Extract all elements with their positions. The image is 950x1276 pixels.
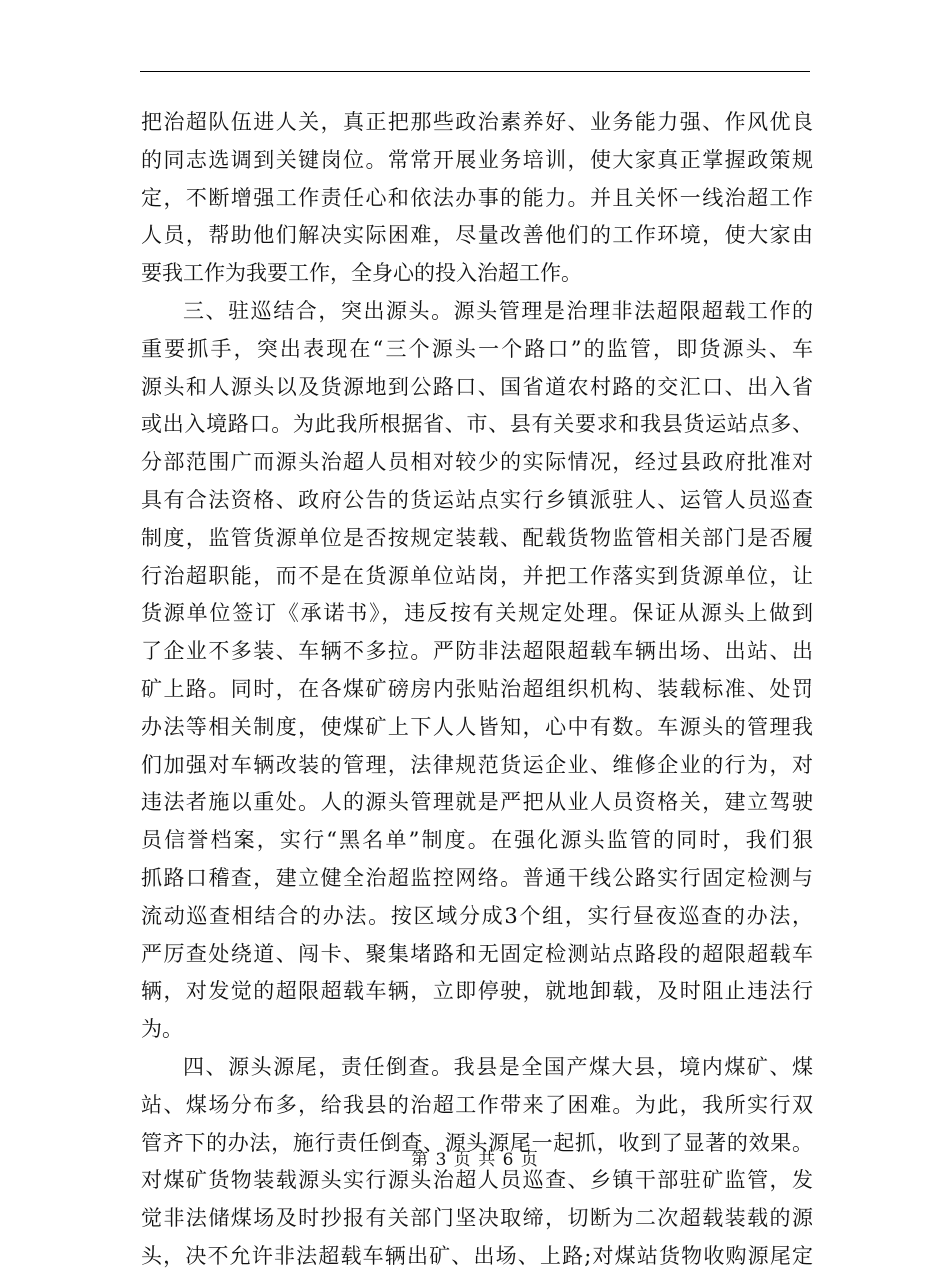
text-line: 要我工作为我要工作，全身心的投入治超工作。 <box>141 261 582 286</box>
text-line: 流动巡查相结合的办法。按区域分成3个组，实行昼夜巡查的办法， <box>141 903 813 928</box>
text-line: 抓路口稽查，建立健全治超监控网络。普通干线公路实行固定检测与 <box>141 865 813 890</box>
header-rule <box>140 71 810 72</box>
text-line: 头，决不允许非法超载车辆出矿、出场、上路;对煤站货物收购源尾定 <box>141 1243 813 1268</box>
text-line: 重要抓手，突出表现在“三个源头一个路口”的监管，即货源头、车 <box>141 336 813 361</box>
text-line: 源头和人源头以及货源地到公路口、国省道农村路的交汇口、出入省 <box>141 374 813 399</box>
text-line: 严厉查处绕道、闯卡、聚集堵路和无固定检测站点路段的超限超载车 <box>141 941 813 966</box>
page-footer: 第 3 页 共 6 页 <box>411 1150 539 1170</box>
text-line: 站、煤场分布多，给我县的治超工作带来了困难。为此，我所实行双 <box>141 1092 813 1117</box>
body-text <box>141 104 813 1276</box>
text-line: 人员，帮助他们解决实际困难，尽量改善他们的工作环境，使大家由 <box>141 223 813 248</box>
text-line: 货源单位签订《承诺书》，违反按有关规定处理。保证从源头上做到 <box>141 601 813 626</box>
text-line: 违法者施以重处。人的源头管理就是严把从业人员资格关，建立驾驶 <box>141 790 813 815</box>
text-line: 把治超队伍进人关，真正把那些政治素养好、业务能力强、作风优良 <box>141 110 813 134</box>
text-line: 办法等相关制度，使煤矿上下人人皆知，心中有数。车源头的管理我 <box>141 714 813 739</box>
text-line: 行治超职能，而不是在货源单位站岗，并把工作落实到货源单位，让 <box>141 563 813 588</box>
text-line: 具有合法资格、政府公告的货运站点实行乡镇派驻人、运管人员巡查 <box>141 487 813 512</box>
text-line: 了企业不多装、车辆不多拉。严防非法超限超载车辆出场、出站、出 <box>141 639 813 664</box>
text-line: 员信誉档案，实行“黑名单”制度。在强化源头监管的同时，我们狠 <box>141 828 813 853</box>
text-line: 矿上路。同时，在各煤矿磅房内张贴治超组织机构、装载标准、处罚 <box>141 676 813 701</box>
section-four-heading-line: 四、源头源尾，责任倒查。我县是全国产煤大县，境内煤矿、煤 <box>183 1054 813 1079</box>
text-line: 定，不断增强工作责任心和依法办事的能力。并且关怀一线治超工作 <box>141 185 813 210</box>
text-line: 制度，监管货源单位是否按规定装载、配载货物监管相关部门是否履 <box>141 525 813 550</box>
text-line: 的同志选调到关键岗位。常常开展业务培训，使大家真正掌握政策规 <box>141 147 813 172</box>
text-line: 们加强对车辆改装的管理，法律规范货运企业、维修企业的行为，对 <box>141 752 813 777</box>
section-three-heading-line: 三、驻巡结合，突出源头。源头管理是治理非法超限超载工作的 <box>183 298 813 323</box>
text-line: 或出入境路口。为此我所根据省、市、县有关要求和我县货运站点多、 <box>141 412 813 437</box>
text-line: 为。 <box>141 1017 183 1042</box>
text-line: 对煤矿货物装载源头实行源头治超人员巡查、乡镇干部驻矿监管，发 <box>141 1168 813 1193</box>
text-line: 辆，对发觉的超限超载车辆，立即停驶，就地卸载，及时阻止违法行 <box>141 979 813 1004</box>
text-line: 觉非法储煤场及时抄报有关部门坚决取缔，切断为二次超载装载的源 <box>141 1206 813 1231</box>
text-line: 分部范围广而源头治超人员相对较少的实际情况，经过县政府批准对 <box>141 450 813 475</box>
text-line: 管齐下的办法，施行责任倒查、源头源尾一起抓，收到了显著的效果。 <box>141 1130 813 1155</box>
